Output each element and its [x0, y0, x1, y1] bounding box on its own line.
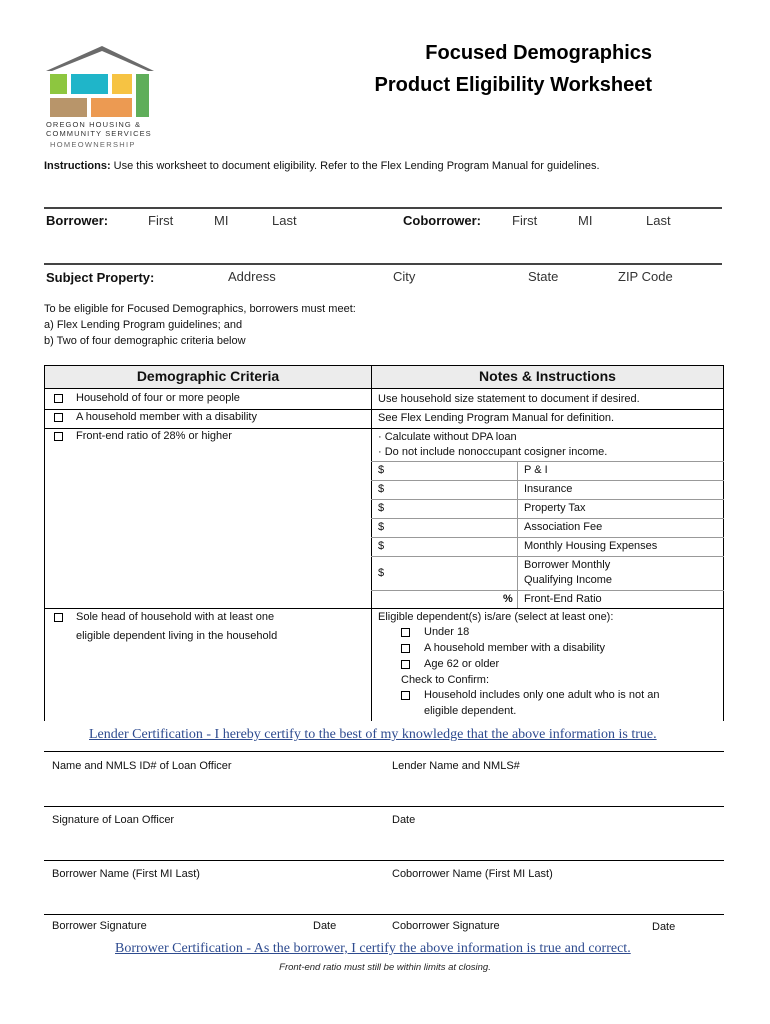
loan-officer-name-field[interactable]	[44, 775, 374, 805]
borrower-name-field[interactable]	[44, 884, 374, 914]
coborrower-last-field[interactable]: Last	[646, 213, 671, 228]
qual-income-label-line1: Borrower Monthly	[524, 559, 611, 571]
sig-line-2	[44, 806, 724, 807]
coborrower-name-field[interactable]	[385, 884, 720, 914]
sig-line-top	[44, 751, 724, 752]
dependent-disability-checkbox[interactable]	[401, 644, 410, 653]
criteria-4-checkbox[interactable]	[54, 613, 63, 622]
one-adult-checkbox[interactable]	[401, 691, 410, 700]
logo-block-yellow	[112, 74, 132, 94]
calc-column-divider	[517, 461, 518, 608]
property-row-top-border	[44, 263, 722, 265]
page-title-line2: Product Eligibility Worksheet	[374, 74, 652, 96]
borrower-first-field[interactable]: First	[148, 213, 174, 228]
association-fee-label: Association Fee	[524, 521, 603, 533]
dependent-disability-label: A household member with a disability	[424, 642, 605, 654]
coborrower-label: Coborrower:	[403, 213, 481, 228]
logo-org-line3: HOMEOWNERSHIP	[50, 140, 136, 149]
insurance-label: Insurance	[524, 483, 573, 495]
housing-expense-dollar: $	[378, 540, 385, 552]
criteria-table	[44, 365, 724, 721]
date-1-field[interactable]	[385, 830, 720, 860]
notes-2-text: See Flex Lending Program Manual for definition.	[378, 412, 615, 424]
criteria-1-checkbox[interactable]	[54, 394, 63, 403]
housing-expense-label: Monthly Housing Expenses	[524, 540, 658, 552]
notes-1-text: Use household size statement to document if desired.	[378, 393, 640, 405]
sig-line-3	[44, 860, 724, 861]
logo-block-green	[50, 74, 67, 94]
criteria-3-checkbox[interactable]	[54, 432, 63, 441]
criteria-1-label: Household of four or more people	[76, 392, 240, 404]
coborrower-first-field[interactable]: First	[512, 213, 538, 228]
notes-3-line1: · Calculate without DPA loan	[378, 431, 517, 443]
criteria-2-label: A household member with a disability	[76, 411, 257, 423]
row-sep-3	[44, 608, 724, 609]
under18-checkbox[interactable]	[401, 628, 410, 637]
table-middle-border	[371, 389, 372, 721]
logo-block-tan	[50, 98, 87, 117]
qual-income-dollar: $	[378, 567, 385, 579]
date-2-label: Date	[313, 920, 337, 932]
property-tax-label: Property Tax	[524, 502, 586, 514]
row-sep-2	[44, 428, 724, 429]
pi-dollar: $	[378, 464, 385, 476]
date-1-label: Date	[392, 814, 416, 826]
one-adult-label-line1: Household includes only one adult who is not an	[424, 689, 660, 701]
pi-label: P & I	[524, 464, 548, 476]
coborrower-name-label: Coborrower Name (First MI Last)	[392, 868, 553, 880]
property-address-field[interactable]: Address	[228, 269, 276, 284]
notes-3-line2: · Do not include nonoccupant cosigner income.	[378, 446, 608, 458]
instructions	[44, 160, 600, 172]
dependents-header: Eligible dependent(s) is/are (select at least one):	[378, 611, 614, 623]
property-zip-field[interactable]: ZIP Code	[618, 269, 673, 284]
lender-name-field[interactable]	[385, 775, 720, 805]
criteria-4-label-line2: eligible dependent living in the household	[76, 630, 278, 642]
criteria-column-header: Demographic Criteria	[136, 368, 280, 384]
pi-amount-field[interactable]	[389, 462, 515, 479]
house-logo-icon	[44, 44, 154, 122]
loan-officer-name-label: Name and NMLS ID# of Loan Officer	[52, 760, 232, 772]
logo-block-forest	[136, 74, 149, 117]
property-state-field[interactable]: State	[528, 269, 559, 284]
coborrower-mi-field[interactable]: MI	[578, 213, 593, 228]
instructions-text: Use this worksheet to document eligibility. Refer to the Flex Lending Program Manual for guidelines.	[110, 160, 600, 172]
notes-column-header: Notes & Instructions	[479, 368, 616, 384]
criteria-3-label: Front-end ratio of 28% or higher	[76, 430, 232, 442]
property-tax-dollar: $	[378, 502, 385, 514]
check-to-confirm-label: Check to Confirm:	[401, 674, 490, 686]
lender-name-label: Lender Name and NMLS#	[392, 760, 520, 772]
borrower-certification: Borrower Certification - As the borrower, I certify the above information is true and correct.	[115, 941, 631, 956]
criteria-4-label-line1: Sole head of household with at least one	[76, 611, 275, 623]
age62-label: Age 62 or older	[424, 658, 500, 670]
signature-loan-officer-field[interactable]	[44, 830, 374, 860]
date-3-label: Date	[652, 921, 676, 933]
criteria-2-checkbox[interactable]	[54, 413, 63, 422]
borrower-signature-label: Borrower Signature	[52, 920, 147, 932]
age62-checkbox[interactable]	[401, 660, 410, 669]
borrower-mi-field[interactable]: MI	[214, 213, 229, 228]
borrower-last-field[interactable]: Last	[272, 213, 297, 228]
association-fee-dollar: $	[378, 521, 385, 533]
logo-org-line1: OREGON HOUSING &	[46, 120, 142, 129]
coborrower-signature-label: Coborrower Signature	[392, 920, 500, 932]
housing-expense-amount-field[interactable]	[389, 538, 515, 555]
footer-note: Front-end ratio must still be within limits at closing.	[279, 962, 491, 973]
qual-income-amount-field[interactable]	[389, 557, 515, 589]
instructions-label: Instructions:	[44, 160, 111, 172]
qual-income-label-line2: Qualifying Income	[524, 574, 613, 586]
eligibility-line2: a) Flex Lending Program guidelines; and	[44, 319, 243, 331]
insurance-amount-field[interactable]	[389, 481, 515, 498]
eligibility-line3: b) Two of four demographic criteria below	[44, 335, 246, 347]
logo-org-line2: COMMUNITY SERVICES	[46, 129, 152, 138]
row-sep-1	[44, 409, 724, 410]
under18-label: Under 18	[424, 626, 470, 638]
insurance-dollar: $	[378, 483, 385, 495]
association-fee-amount-field[interactable]	[389, 519, 515, 536]
front-end-ratio-label: Front-End Ratio	[524, 593, 602, 605]
property-tax-amount-field[interactable]	[389, 500, 515, 517]
ratio-percent: %	[503, 593, 513, 605]
eligibility-line1: To be eligible for Focused Demographics, borrowers must meet:	[44, 303, 356, 315]
borrower-label: Borrower:	[46, 213, 109, 228]
logo-roof	[46, 46, 154, 71]
logo-block-orange	[91, 98, 132, 117]
property-city-field[interactable]: City	[393, 269, 416, 284]
table-left-border	[44, 389, 45, 721]
logo-block-teal	[71, 74, 108, 94]
one-adult-label-line2: eligible dependent.	[424, 705, 517, 717]
sig-line-4	[44, 914, 724, 915]
table-right-border	[723, 389, 724, 721]
borrower-row-top-border	[44, 207, 722, 209]
subject-property-label: Subject Property:	[46, 270, 155, 285]
page-title-line1: Focused Demographics	[425, 42, 652, 64]
borrower-name-label: Borrower Name (First MI Last)	[52, 868, 200, 880]
signature-loan-officer-label: Signature of Loan Officer	[52, 814, 175, 826]
lender-certification: Lender Certification - I hereby certify to the best of my knowledge that the above information is true.	[89, 727, 657, 742]
logo	[44, 44, 154, 150]
ratio-amount-field[interactable]	[389, 591, 499, 607]
